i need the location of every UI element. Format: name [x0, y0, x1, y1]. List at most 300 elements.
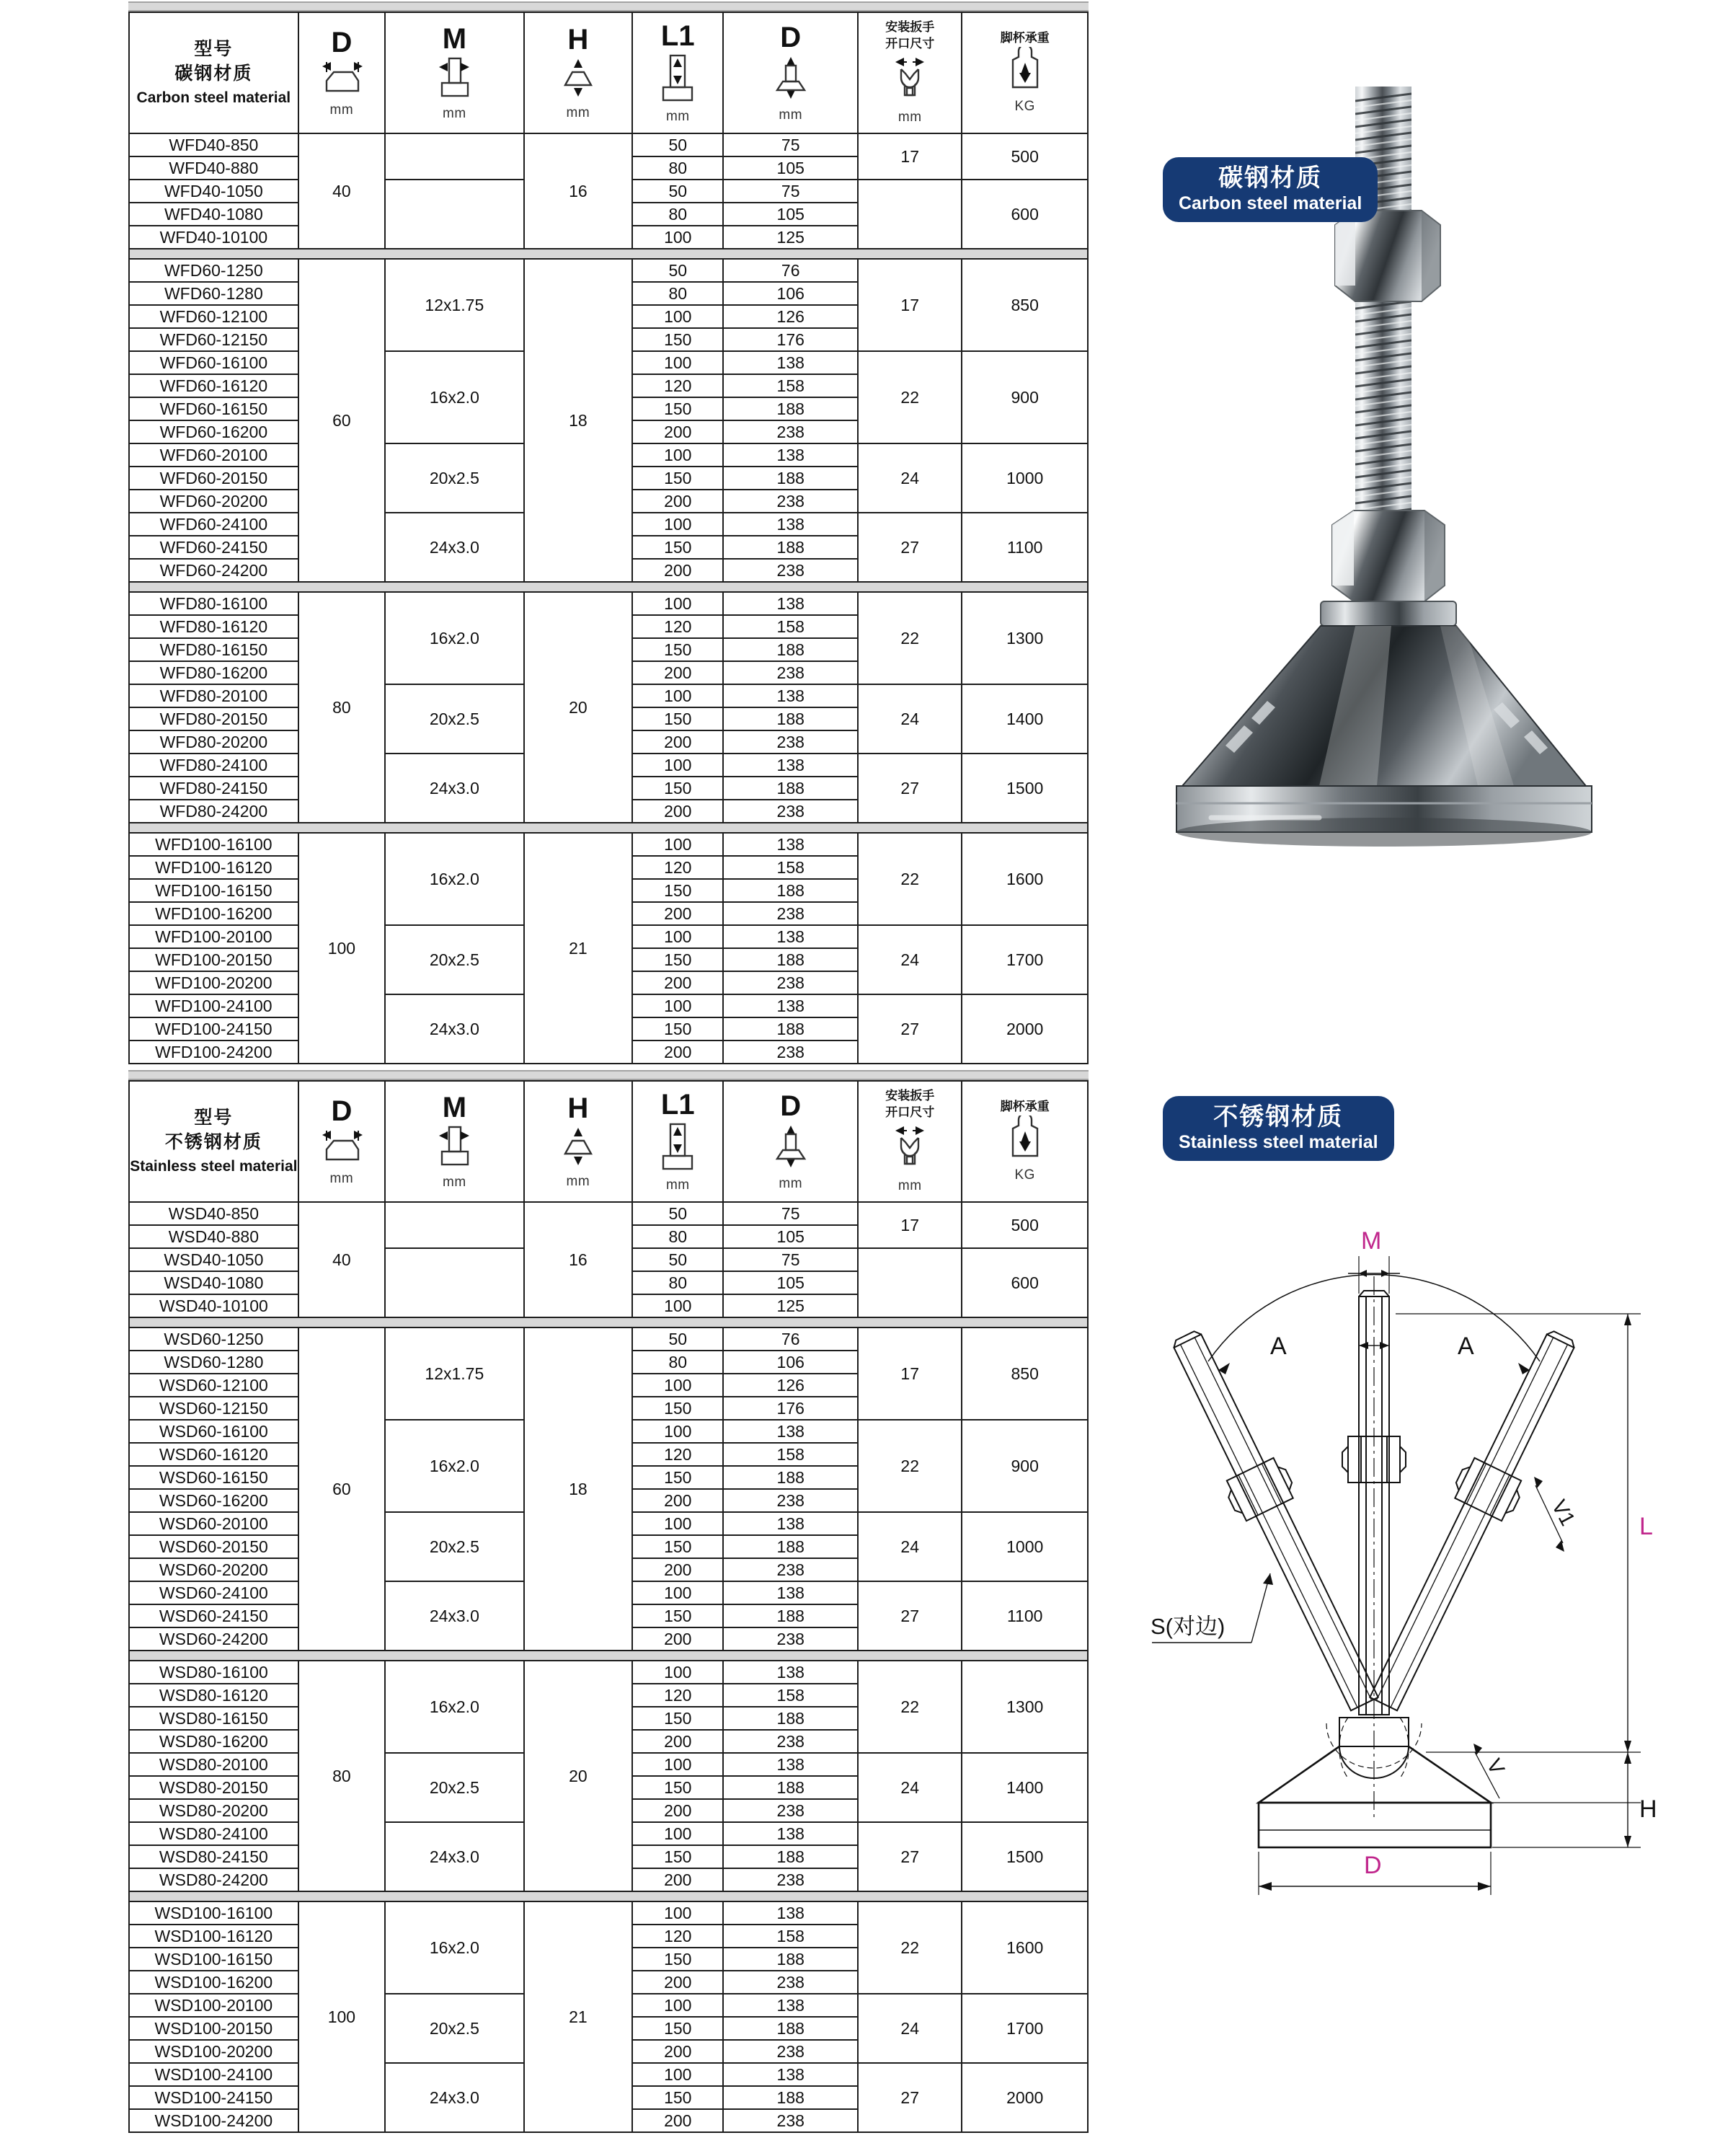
header-unit: mm: [443, 105, 466, 121]
cell-model: WFD60-12100: [129, 305, 298, 328]
stud-length-icon: [657, 53, 698, 107]
cell-d2: 188: [723, 467, 858, 490]
cell-d2: 188: [723, 1604, 858, 1627]
cell-model: WFD100-16200: [129, 902, 298, 925]
table-top-bar: [128, 1, 1089, 12]
base-height-icon: [555, 56, 601, 103]
cell-l1: 100: [632, 351, 723, 374]
wrench-icon: [887, 53, 933, 107]
cell-d2: 188: [723, 536, 858, 559]
cell-model: WSD80-16120: [129, 1684, 298, 1707]
header-unit: mm: [566, 1173, 590, 1189]
cell-l1: 100: [632, 1294, 723, 1317]
cell-wrench: 17: [858, 1202, 962, 1248]
cell-d2: 238: [723, 490, 858, 513]
cell-l1: 100: [632, 1581, 723, 1604]
table-row: [129, 1901, 1088, 1925]
cell-l1: 100: [632, 305, 723, 328]
cell-model: WSD60-24100: [129, 1581, 298, 1604]
cell-d2: 125: [723, 226, 858, 249]
cell-m: 16x2.0: [385, 592, 524, 684]
header-model-cn2: 不锈钢材质: [164, 1131, 262, 1152]
cell-model: WFD100-16100: [129, 833, 298, 856]
cell-m: 16x2.0: [385, 1901, 524, 1994]
cell-load: 2000: [962, 2063, 1088, 2132]
cell-model: WSD60-16150: [129, 1466, 298, 1489]
header-cell-model: [129, 12, 298, 133]
header-cn-line1: 安装扳手: [885, 1089, 935, 1103]
technical-drawing: [1110, 1227, 1658, 1918]
cell-d: 40: [298, 1202, 385, 1317]
cell-l1: 200: [632, 1041, 723, 1064]
cell-model: WFD100-24200: [129, 1041, 298, 1064]
cell-d: 40: [298, 133, 385, 249]
cell-h: 21: [524, 1901, 632, 2132]
cell-d: 60: [298, 1327, 385, 1651]
cell-d2: 138: [723, 1901, 858, 1925]
cell-m: 12x1.75: [385, 259, 524, 351]
cell-l1: 200: [632, 490, 723, 513]
cell-d2: 158: [723, 1443, 858, 1466]
group-separator: [129, 249, 1088, 259]
carbon-steel-table: [128, 12, 1089, 1064]
cell-m: 20x2.5: [385, 1994, 524, 2063]
cell-l1: 50: [632, 180, 723, 203]
cell-load: 850: [962, 1327, 1088, 1420]
cell-l1: 100: [632, 2063, 723, 2086]
cell-d2: 188: [723, 2017, 858, 2040]
cell-d2: 76: [723, 259, 858, 282]
cell-d2: 138: [723, 684, 858, 707]
cell-model: WSD40-850: [129, 1202, 298, 1225]
cell-d2: 138: [723, 1822, 858, 1845]
cell-l1: 150: [632, 707, 723, 730]
cell-model: WFD80-24150: [129, 777, 298, 800]
cell-d2: 188: [723, 2086, 858, 2109]
header-cell-5: [858, 1081, 962, 1202]
cell-l1: 200: [632, 800, 723, 823]
cell-m: [385, 1248, 524, 1317]
cell-d2: 106: [723, 1351, 858, 1374]
cell-model: WFD60-20200: [129, 490, 298, 513]
header-letter: D: [780, 21, 802, 53]
cell-l1: 150: [632, 1017, 723, 1041]
cell-l1: 200: [632, 971, 723, 994]
cell-l1: 200: [632, 661, 723, 684]
badge-en-label: Stainless steel material: [1179, 1132, 1378, 1153]
cell-load: 1700: [962, 925, 1088, 994]
cell-model: WFD60-20100: [129, 443, 298, 467]
cell-model: WFD60-12150: [129, 328, 298, 351]
cell-model: WFD60-16200: [129, 420, 298, 443]
cell-l1: 100: [632, 592, 723, 615]
cell-l1: 100: [632, 443, 723, 467]
cell-load: 900: [962, 351, 1088, 443]
cell-model: WSD60-1280: [129, 1351, 298, 1374]
group-separator: [129, 1651, 1088, 1661]
cell-wrench: 17: [858, 259, 962, 351]
cell-l1: 80: [632, 1351, 723, 1374]
cell-d2: 188: [723, 1707, 858, 1730]
group-separator: [129, 1891, 1088, 1901]
header-unit: mm: [329, 102, 354, 118]
cell-d2: 138: [723, 925, 858, 948]
dim-label-a-right: A: [1458, 1333, 1474, 1360]
cell-d2: 188: [723, 879, 858, 902]
cell-d2: 188: [723, 397, 858, 420]
cell-model: WSD100-24100: [129, 2063, 298, 2086]
cell-d2: 75: [723, 180, 858, 203]
cell-model: WSD40-1050: [129, 1248, 298, 1271]
cell-model: WSD100-20150: [129, 2017, 298, 2040]
cell-l1: 50: [632, 259, 723, 282]
cell-l1: 150: [632, 397, 723, 420]
thread-size-icon: [432, 56, 477, 104]
cell-d2: 138: [723, 1420, 858, 1443]
cell-m: [385, 1202, 524, 1248]
cell-d2: 138: [723, 592, 858, 615]
cell-l1: 120: [632, 1443, 723, 1466]
cell-model: WFD100-20100: [129, 925, 298, 948]
cell-l1: 120: [632, 374, 723, 397]
cell-d2: 138: [723, 754, 858, 777]
cell-load: 1400: [962, 684, 1088, 754]
cell-model: WSD60-12150: [129, 1397, 298, 1420]
table-row: [129, 1327, 1088, 1351]
cell-l1: 200: [632, 730, 723, 754]
cell-d: 60: [298, 259, 385, 582]
header-cell-1: [385, 1081, 524, 1202]
cell-d2: 238: [723, 730, 858, 754]
load-weight-icon: [1004, 1115, 1046, 1165]
cell-d2: 238: [723, 902, 858, 925]
cell-d2: 138: [723, 1512, 858, 1535]
cell-l1: 120: [632, 1925, 723, 1948]
header-model-en: Carbon steel material: [136, 89, 291, 107]
stainless-steel-badge: [1163, 1096, 1394, 1161]
cell-d2: 176: [723, 1397, 858, 1420]
cell-wrench: 24: [858, 443, 962, 513]
foot-base: [1176, 626, 1592, 847]
cell-l1: 150: [632, 879, 723, 902]
table-row: [129, 1661, 1088, 1684]
cell-l1: 150: [632, 536, 723, 559]
cell-model: WSD80-16200: [129, 1730, 298, 1753]
cell-l1: 150: [632, 1948, 723, 1971]
cell-l1: 100: [632, 754, 723, 777]
cell-model: WFD60-16120: [129, 374, 298, 397]
cell-l1: 200: [632, 902, 723, 925]
cell-h: 18: [524, 259, 632, 582]
cell-model: WFD100-20200: [129, 971, 298, 994]
cell-load: 1600: [962, 833, 1088, 925]
thread-size-icon: [432, 1124, 477, 1172]
base-pad: [1259, 1746, 1491, 1847]
header-cell-3: [632, 12, 723, 133]
cell-model: WFD100-24150: [129, 1017, 298, 1041]
cell-load: 1700: [962, 1994, 1088, 2063]
cell-model: WSD40-880: [129, 1225, 298, 1248]
cell-model: WFD80-16100: [129, 592, 298, 615]
header-cell-4: [723, 1081, 858, 1202]
cell-model: WSD80-24200: [129, 1868, 298, 1891]
table-header-row: [129, 1081, 1088, 1202]
cell-l1: 200: [632, 2040, 723, 2063]
cell-d2: 188: [723, 1948, 858, 1971]
cell-model: WFD40-1080: [129, 203, 298, 226]
cell-l1: 100: [632, 1512, 723, 1535]
cell-m: 24x3.0: [385, 1822, 524, 1891]
cell-l1: 50: [632, 1248, 723, 1271]
table-row: [129, 259, 1088, 282]
wrench-icon: [887, 1122, 933, 1176]
cell-load: 500: [962, 133, 1088, 180]
header-letter: D: [331, 1095, 353, 1127]
cell-model: WSD80-20150: [129, 1776, 298, 1799]
cell-h: 21: [524, 833, 632, 1064]
cell-model: WSD80-20200: [129, 1799, 298, 1822]
cell-d2: 138: [723, 1581, 858, 1604]
header-letter: H: [567, 1092, 589, 1124]
cell-l1: 150: [632, 2086, 723, 2109]
cell-l1: 80: [632, 282, 723, 305]
cell-d: 100: [298, 1901, 385, 2132]
cell-model: WFD80-24200: [129, 800, 298, 823]
table-header-row: [129, 12, 1088, 133]
cell-d: 80: [298, 1661, 385, 1891]
cell-l1: 200: [632, 1799, 723, 1822]
header-letter: M: [442, 22, 467, 55]
cell-wrench: 22: [858, 833, 962, 925]
cell-d: 100: [298, 833, 385, 1064]
cell-model: WSD100-16150: [129, 1948, 298, 1971]
cell-l1: 200: [632, 1730, 723, 1753]
cell-model: WSD60-12100: [129, 1374, 298, 1397]
base-diameter-icon: [316, 59, 367, 100]
cell-model: WSD100-24150: [129, 2086, 298, 2109]
cell-l1: 150: [632, 1397, 723, 1420]
cell-model: WSD60-16100: [129, 1420, 298, 1443]
header-cell-0: [298, 12, 385, 133]
cell-d2: 125: [723, 1294, 858, 1317]
center-stud: [1359, 1276, 1389, 1817]
cell-l1: 120: [632, 1684, 723, 1707]
header-model-cn2: 碳钢材质: [174, 63, 253, 84]
cell-model: WSD100-20100: [129, 1994, 298, 2017]
cell-l1: 100: [632, 994, 723, 1017]
cell-d2: 105: [723, 1225, 858, 1248]
cell-m: 16x2.0: [385, 1420, 524, 1512]
cell-m: 16x2.0: [385, 351, 524, 443]
cell-d2: 238: [723, 1489, 858, 1512]
cell-d2: 138: [723, 351, 858, 374]
cell-load: 1000: [962, 1512, 1088, 1581]
cell-d2: 188: [723, 948, 858, 971]
header-unit: mm: [665, 108, 690, 124]
dim-label-h: H: [1639, 1795, 1657, 1823]
upper-hex-nut: [1335, 211, 1440, 301]
header-letter: M: [442, 1091, 467, 1123]
cell-d2: 238: [723, 1627, 858, 1651]
header-cell-1: [385, 12, 524, 133]
cell-d2: 138: [723, 833, 858, 856]
stud-length-icon: [657, 1121, 698, 1175]
cell-wrench: 27: [858, 2063, 962, 2132]
header-cell-2: [524, 12, 632, 133]
cell-d2: 158: [723, 1684, 858, 1707]
cell-model: WSD40-1080: [129, 1271, 298, 1294]
header-unit: mm: [665, 1177, 690, 1193]
header-unit: mm: [779, 107, 803, 123]
cell-l1: 200: [632, 1868, 723, 1891]
cell-l1: 200: [632, 1558, 723, 1581]
dim-label-v1: V1: [1546, 1496, 1579, 1530]
header-model-en: Stainless steel material: [130, 1158, 298, 1175]
cell-l1: 100: [632, 684, 723, 707]
cell-m: 24x3.0: [385, 994, 524, 1064]
cell-model: WFD80-20150: [129, 707, 298, 730]
cell-model: WSD60-20200: [129, 1558, 298, 1581]
cell-model: WSD100-24200: [129, 2109, 298, 2132]
dim-label-a-left: A: [1270, 1333, 1287, 1360]
cell-wrench: 22: [858, 1661, 962, 1753]
cell-m: 12x1.75: [385, 1327, 524, 1420]
badge-en-label: Carbon steel material: [1179, 193, 1362, 214]
cell-d2: 158: [723, 1925, 858, 1948]
header-cell-5: [858, 12, 962, 133]
cell-l1: 100: [632, 513, 723, 536]
cell-d2: 75: [723, 133, 858, 156]
group-separator: [129, 1317, 1088, 1327]
cell-wrench: [858, 1248, 962, 1317]
cell-m: 20x2.5: [385, 684, 524, 754]
cell-model: WFD60-16100: [129, 351, 298, 374]
cell-load: 1100: [962, 513, 1088, 582]
cell-l1: 100: [632, 833, 723, 856]
cell-h: 16: [524, 133, 632, 249]
left-tilted-stud: [1156, 1322, 1393, 1718]
cell-model: WFD60-16150: [129, 397, 298, 420]
cell-l1: 200: [632, 1489, 723, 1512]
header-unit: KG: [1014, 1167, 1035, 1183]
cell-model: WFD80-16120: [129, 615, 298, 638]
cell-l1: 150: [632, 467, 723, 490]
header-cn-line1: 安装扳手: [885, 20, 935, 35]
cell-model: WSD60-1250: [129, 1327, 298, 1351]
carbon-steel-table-wrap: [128, 12, 1089, 1064]
cell-l1: 100: [632, 1420, 723, 1443]
stainless-steel-table-wrap: [128, 1080, 1089, 2133]
cell-model: WSD60-24200: [129, 1627, 298, 1651]
cell-wrench: 17: [858, 1327, 962, 1420]
cell-d2: 106: [723, 282, 858, 305]
cell-d2: 158: [723, 615, 858, 638]
cell-model: WFD100-20150: [129, 948, 298, 971]
cell-d2: 75: [723, 1202, 858, 1225]
cell-model: WFD80-24100: [129, 754, 298, 777]
cell-model: WFD40-880: [129, 156, 298, 180]
header-letter: D: [780, 1090, 802, 1122]
cell-wrench: 24: [858, 1512, 962, 1581]
header-unit: mm: [897, 109, 922, 125]
cell-d2: 238: [723, 1799, 858, 1822]
cell-l1: 100: [632, 925, 723, 948]
cell-d2: 138: [723, 513, 858, 536]
cell-d2: 138: [723, 994, 858, 1017]
cell-wrench: [858, 180, 962, 249]
badge-cn-label: 不锈钢材质: [1213, 1103, 1344, 1131]
cell-wrench: 17: [858, 133, 962, 180]
cell-model: WFD100-24100: [129, 994, 298, 1017]
cell-l1: 120: [632, 856, 723, 879]
cell-d2: 188: [723, 1776, 858, 1799]
cell-l1: 200: [632, 420, 723, 443]
header-cell-6: [962, 1081, 1088, 1202]
cell-d2: 158: [723, 856, 858, 879]
cell-l1: 100: [632, 226, 723, 249]
cell-model: WSD60-20100: [129, 1512, 298, 1535]
cell-m: 16x2.0: [385, 1661, 524, 1753]
cell-d2: 238: [723, 1730, 858, 1753]
cell-d2: 158: [723, 374, 858, 397]
base-height-icon: [555, 1125, 601, 1172]
cell-d2: 238: [723, 971, 858, 994]
header-cn-line2: 开口尺寸: [885, 37, 935, 50]
lower-hex-nut: [1332, 511, 1445, 601]
cell-d2: 105: [723, 203, 858, 226]
header-cell-6: [962, 12, 1088, 133]
cell-m: 20x2.5: [385, 1512, 524, 1581]
cell-l1: 100: [632, 1994, 723, 2017]
cell-model: WFD60-24200: [129, 559, 298, 582]
cell-l1: 100: [632, 1661, 723, 1684]
header-cn-line1: 脚杯承重: [1000, 30, 1050, 45]
cell-l1: 150: [632, 1776, 723, 1799]
cell-wrench: 22: [858, 351, 962, 443]
cell-model: WFD60-1280: [129, 282, 298, 305]
load-weight-icon: [1004, 47, 1046, 97]
cell-l1: 80: [632, 1225, 723, 1248]
cell-load: 1000: [962, 443, 1088, 513]
cell-load: 850: [962, 259, 1088, 351]
cell-d2: 238: [723, 2109, 858, 2132]
cell-model: WFD60-20150: [129, 467, 298, 490]
cell-l1: 100: [632, 1753, 723, 1776]
cell-m: 24x3.0: [385, 2063, 524, 2132]
header-unit: mm: [329, 1170, 354, 1186]
cell-model: WSD80-24100: [129, 1822, 298, 1845]
cell-l1: 200: [632, 1971, 723, 1994]
cell-l1: 150: [632, 777, 723, 800]
badge-cn-label: 碳钢材质: [1218, 164, 1323, 192]
cell-model: WFD100-16150: [129, 879, 298, 902]
overall-height-icon: [768, 54, 813, 105]
cell-wrench: 27: [858, 754, 962, 823]
dim-h: [1492, 1752, 1641, 1847]
cell-wrench: 22: [858, 1901, 962, 1994]
header-model-cn1: 型号: [194, 1107, 234, 1128]
table-row: [129, 833, 1088, 856]
cell-m: [385, 180, 524, 249]
cell-l1: 150: [632, 1466, 723, 1489]
table-row: [129, 133, 1088, 156]
cell-m: 20x2.5: [385, 1753, 524, 1822]
header-letter: L1: [660, 1088, 695, 1121]
cell-d2: 238: [723, 661, 858, 684]
cell-d2: 238: [723, 1041, 858, 1064]
cell-load: 1500: [962, 754, 1088, 823]
cell-l1: 80: [632, 156, 723, 180]
